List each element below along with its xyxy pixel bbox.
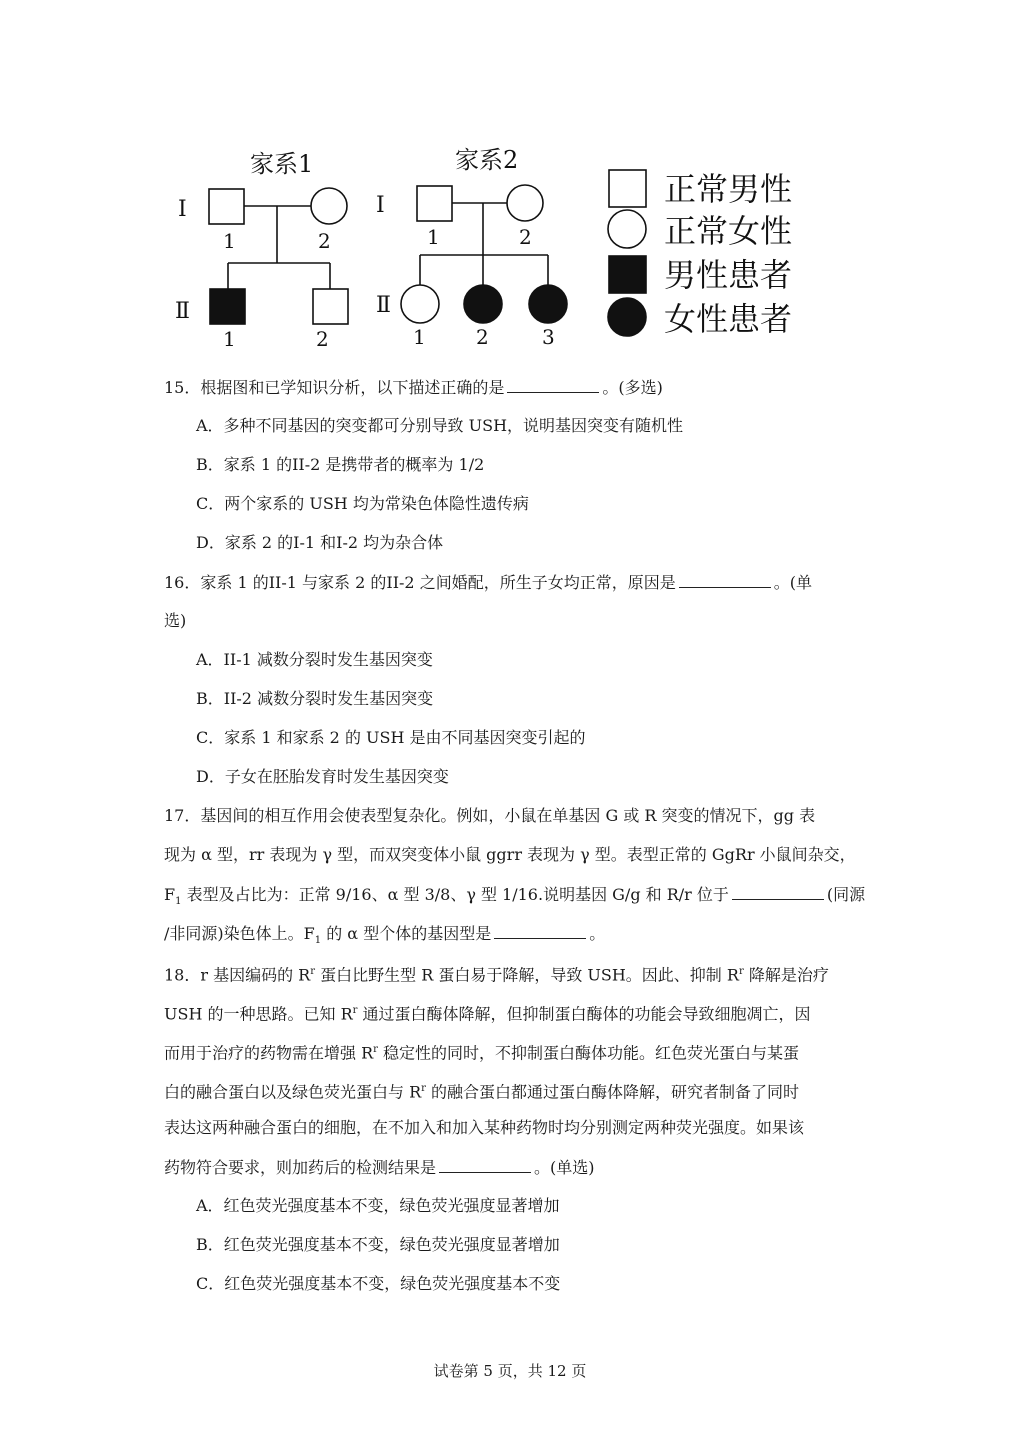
q18-line1: 18．r 基因编码的 $R^r$ 蛋白比野生型 R 蛋白易于降解，导致 USH。因此、抑制 $R^r$ 降解是治疗 <box>164 965 829 985</box>
family2-II1-number: 1 <box>413 325 426 349</box>
family2-I2-normal-female <box>507 185 543 221</box>
family1-I2-number: 2 <box>318 229 331 253</box>
family2-I2-number: 2 <box>519 225 532 249</box>
q17-answer-blank-2[interactable] <box>494 923 586 939</box>
q15-option-a: A．多种不同基因的突变都可分别导致 USH，说明基因突变有随机性 <box>196 416 684 435</box>
family1-gen1-label: Ⅰ <box>178 197 187 222</box>
family2-II3-affected-female <box>529 285 567 323</box>
q16-stem: 16．家系 1 的II-1 与家系 2 的II-2 之间婚配，所生子女均正常，原因是 。(单 <box>164 573 812 592</box>
q18-option-b: B．红色荧光强度基本不变，绿色荧光强度显著增加 <box>196 1235 560 1254</box>
family2-II2-affected-female <box>464 285 502 323</box>
family1-title: 家系1 <box>250 150 314 178</box>
legend-normal-male: 正常男性 <box>664 170 793 208</box>
q16-answer-blank[interactable] <box>679 572 771 588</box>
q17-line3: $F_1$ 表型及占比为：正常 9/16、α 型 3/8、γ 型 1/16.说明基因 G/g 和 R/r 位于 (同源 <box>164 885 866 908</box>
legend-normal-female: 正常女性 <box>664 212 793 250</box>
family1-II1-affected-male <box>210 289 245 324</box>
page-footer: 试卷第 5 页，共 12 页 <box>433 1362 587 1380</box>
q15-option-d: D．家系 2 的I-1 和I-2 均为杂合体 <box>196 533 444 552</box>
q18-line6: 药物符合要求，则加药后的检测结果是 。(单选) <box>164 1158 595 1177</box>
family2-II3-number: 3 <box>542 325 555 349</box>
q18-option-a: A．红色荧光强度基本不变，绿色荧光强度显著增加 <box>196 1196 560 1215</box>
q18-line2: USH 的一种思路。已知 $R^r$ 通过蛋白酶体降解，但抑制蛋白酶体的功能会导致细胞凋亡，因 <box>164 1004 811 1024</box>
q16-stem-cont: 选) <box>164 611 187 630</box>
family2-I1-normal-male <box>417 186 452 221</box>
q17-line1: 17．基因间的相互作用会使表型复杂化。例如，小鼠在单基因 G 或 R 突变的情况下，gg 表 <box>164 806 816 825</box>
family2-II1-normal-female <box>401 285 439 323</box>
legend-affected-female-icon <box>608 298 646 336</box>
q18-option-c: C．红色荧光强度基本不变，绿色荧光强度基本不变 <box>196 1274 561 1293</box>
q18-line4: 白的融合蛋白以及绿色荧光蛋白与 $R^r$ 的融合蛋白都通过蛋白酶体降解，研究者制备了同时 <box>164 1082 800 1102</box>
legend-affected-female: 女性患者 <box>664 300 793 338</box>
q15-answer-blank[interactable] <box>507 377 599 393</box>
family2-gen1-label: Ⅰ <box>376 193 385 218</box>
q15-option-b: B．家系 1 的II-2 是携带者的概率为 1/2 <box>196 455 485 474</box>
legend-normal-male-icon <box>609 170 646 207</box>
family1-I1-normal-male <box>209 189 244 224</box>
q17-line2: 现为 α 型，rr 表现为 γ 型，而双突变体小鼠 ggrr 表现为 γ 型。表型正常的 GgRr 小鼠间杂交， <box>164 845 856 864</box>
q18-line5: 表达这两种融合蛋白的细胞，在不加入和加入某种药物时均分别测定两种荧光强度。如果该 <box>164 1118 805 1137</box>
q16-option-d: D．子女在胚胎发育时发生基因突变 <box>196 767 449 786</box>
q17-line4: /非同源)染色体上。$F_1$ 的 α 型个体的基因型是 。 <box>164 924 606 947</box>
family2-title: 家系2 <box>455 146 519 174</box>
family1-II2-number: 2 <box>316 327 329 351</box>
q17-answer-blank-1[interactable] <box>732 884 824 900</box>
family1-II2-normal-male <box>313 289 348 324</box>
family2-I1-number: 1 <box>427 225 440 249</box>
legend-normal-female-icon <box>608 210 646 248</box>
q15-stem: 15．根据图和已学知识分析，以下描述正确的是 。(多选) <box>164 378 663 397</box>
family1-I2-normal-female <box>311 188 347 224</box>
legend-affected-male-icon <box>609 256 646 293</box>
family2-II2-number: 2 <box>476 325 489 349</box>
q18-answer-blank[interactable] <box>439 1157 531 1173</box>
q15-option-c: C．两个家系的 USH 均为常染色体隐性遗传病 <box>196 494 529 513</box>
q16-option-b: B．II-2 减数分裂时发生基因突变 <box>196 689 434 708</box>
pedigree-legend <box>608 170 792 338</box>
family1-II1-number: 1 <box>223 327 236 351</box>
family1-pedigree <box>175 150 348 351</box>
q18-line3: 而用于治疗的药物需在增强 $R^r$ 稳定性的同时，不抑制蛋白酶体功能。红色荧光蛋白与某蛋 <box>164 1043 800 1063</box>
family2-pedigree <box>376 146 567 349</box>
q16-option-c: C．家系 1 和家系 2 的 USH 是由不同基因突变引起的 <box>196 728 586 747</box>
family1-I1-number: 1 <box>223 229 236 253</box>
pedigree-figure <box>0 0 1020 360</box>
family2-gen2-label: Ⅱ <box>376 293 391 318</box>
family1-gen2-label: Ⅱ <box>175 299 190 324</box>
legend-affected-male: 男性患者 <box>664 256 793 294</box>
q16-option-a: A．II-1 减数分裂时发生基因突变 <box>196 650 433 669</box>
